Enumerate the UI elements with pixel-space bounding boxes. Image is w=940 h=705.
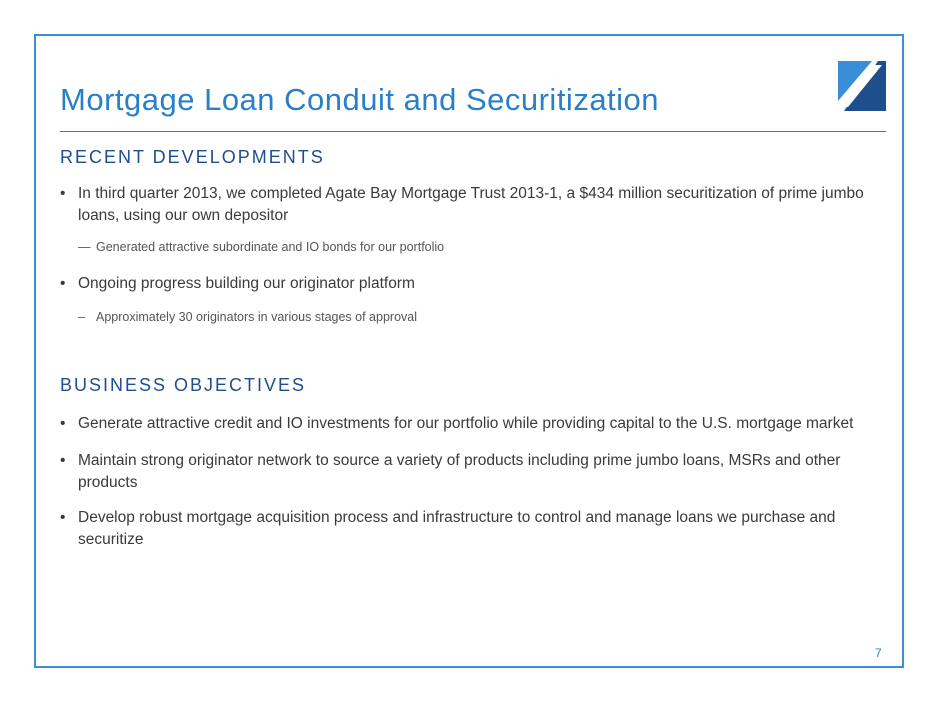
bullet-text: Maintain strong originator network to source a variety of products including prime jumbo loans, MSRs and other products [78,452,841,491]
sub-bullet-text: Approximately 30 originators in various stages of approval [96,310,418,324]
bullet-text: Ongoing progress building our originator platform [78,275,415,292]
slide-frame [34,34,904,668]
page-number: 7 [875,646,882,660]
list-item [60,507,890,551]
bullet-marker: • [60,509,66,526]
bullet-text: Generate attractive credit and IO investments for our portfolio while providing capital to the U.S. mortgage market [78,415,854,432]
page-title: Mortgage Loan Conduit and Securitization [60,82,660,117]
stylized-mark-icon [838,61,886,111]
bullet-marker: • [60,275,66,292]
sub-bullet-marker: – [78,310,85,324]
title-divider [60,131,886,132]
section-heading-recent-developments: RECENT DEVELOPMENTS [60,147,325,167]
list-item [60,450,890,494]
bullet-marker: • [60,415,66,432]
sub-list-item [78,238,878,256]
list-item [60,183,890,227]
bullet-text: Develop robust mortgage acquisition process and infrastructure to control and manage loans we purchase and securitize [78,509,836,548]
bullet-text: In third quarter 2013, we completed Agate Bay Mortgage Trust 2013-1, a $434 million securitization of prime jumbo loans, using our own depositor [78,185,864,224]
sub-bullet-text: Generated attractive subordinate and IO bonds for our portfolio [96,240,445,254]
list-item [60,413,890,435]
sub-bullet-marker: — [78,240,91,254]
section-heading-business-objectives: BUSINESS OBJECTIVES [60,375,307,395]
bullet-marker: • [60,185,66,202]
bullet-marker: • [60,452,66,469]
list-item [60,273,890,295]
sub-list-item [78,308,878,326]
